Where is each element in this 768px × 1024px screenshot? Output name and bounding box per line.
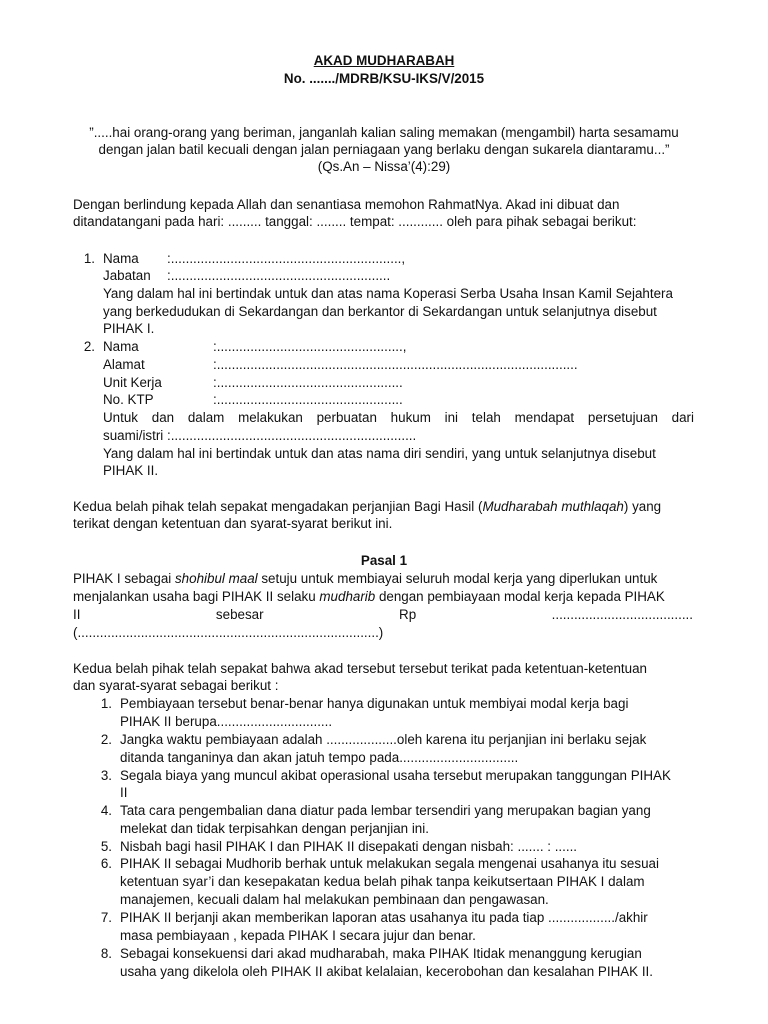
term-2-number: 2.	[100, 732, 112, 747]
party-2-consent-2: suami/istri :..................................................................	[103, 428, 417, 443]
term-8-line-2: usaha yang dikelola oleh PIHAK II akibat kelalaian, kecerobohan dan kesalahan PIHAK II.	[120, 964, 653, 979]
party-1-desc-2: yang berkedudukan di Sekardangan dan berkantor di Sekardangan untuk selanjutnya disebut	[103, 304, 657, 319]
party-2-ktp-value: :..................................................	[213, 392, 403, 407]
term-8-number: 8.	[100, 946, 112, 961]
pasal-1-l1-italic: shohibul maal	[174, 571, 258, 586]
term-2-text-1: Jangka waktu pembiayaan adalah ...................oleh karena itu perjanjian ini berlaku sejak	[120, 732, 647, 747]
term-7-line-2: masa pembiayaan , kepada PIHAK I secara jujur dan benar.	[120, 928, 476, 943]
quote-line-1: ”.....hai orang-orang yang beriman, janganlah kalian saling memakan (mengambil) harta sesamamu	[89, 125, 679, 140]
intro-line-1: Dengan berlindung kepada Allah dan senantiasa memohon RahmatNya. Akad ini dibuat dan	[73, 197, 620, 212]
pasal-1-l1c: setuju untuk membiayai seluruh modal kerja yang diperlukan untuk	[257, 571, 658, 586]
pasal-1-l3-word-1: II	[73, 607, 81, 622]
party-2-nama-label: Nama	[103, 339, 139, 354]
party-1-jabatan-row	[103, 267, 390, 284]
term-1-line-1	[96, 695, 628, 712]
pasal-1-line-3	[73, 606, 693, 623]
party-1-jabatan-label: Jabatan	[103, 268, 151, 283]
party-2-nama-row	[73, 338, 406, 355]
term-5-line-1	[96, 838, 577, 855]
party-2-unit-row	[103, 374, 403, 391]
pasal-1-title: Pasal 1	[360, 553, 408, 568]
party-1-nama-value: :..............................................................,	[167, 251, 406, 266]
party-2-desc-2: PIHAK II.	[103, 463, 159, 478]
pasal-1-l2c: dengan pembiayaan modal kerja kepada PIHAK	[375, 589, 665, 604]
term-7-text-1: PIHAK II berjanji akan memberikan laporan atas usahanya itu pada tiap ................../akhir	[120, 910, 648, 925]
term-3-text-1: Segala biaya yang muncul akibat operasional usaha tersebut merupakan tanggungan PIHAK	[120, 768, 671, 783]
party-2-ktp-row	[103, 391, 403, 408]
term-6-line-1	[96, 855, 659, 872]
term-6-line-2: ketentuan syar’i dan kesepakatan kedua belah pihak tanpa keikutsertaan PIHAK I dalam	[120, 874, 645, 889]
party-1-number: 1.	[83, 251, 95, 266]
terms-intro-1: Kedua belah pihak telah sepakat bahwa akad tersebut tersebut terikat pada ketentuan-ketentuan	[73, 661, 647, 676]
agreement-line-2: terikat dengan ketentuan dan syarat-syarat berikut ini.	[73, 516, 393, 531]
agreement-line-1	[73, 498, 661, 515]
term-6-number: 6.	[100, 856, 112, 871]
pasal-1-line-4: (.................................................................................)	[73, 625, 384, 640]
term-6-text-1: PIHAK II sebagai Mudhorib berhak untuk melakukan segala mengenai usahanya itu sesuai	[120, 856, 659, 871]
party-2-ktp-label: No. KTP	[103, 392, 154, 407]
term-4-number: 4.	[100, 803, 112, 818]
agreement-italic-term: Mudharabah muthlaqah	[482, 499, 624, 514]
term-3-line-1	[96, 767, 671, 784]
pasal-1-l2a: menjalankan usaha bagi PIHAK II selaku	[73, 589, 320, 604]
term-3-line-2: II	[120, 785, 128, 800]
pasal-1-l3-word-2: sebesar	[215, 607, 264, 622]
term-6-line-3: manajemen, kecuali dalam hal melakukan pembinaan dan pengawasan.	[120, 892, 549, 907]
pasal-1-l3-word-3: Rp	[399, 607, 417, 622]
document-title: AKAD MUDHARABAH	[313, 53, 455, 68]
term-2-line-1	[96, 731, 646, 748]
term-8-text-1: Sebagai konsekuensi dari akad mudharabah, maka PIHAK Itidak menanggung kerugian	[120, 946, 642, 961]
pasal-1-line-2	[73, 588, 665, 605]
term-1-text-1: Pembiayaan tersebut benar-benar hanya digunakan untuk membiyai modal kerja bagi	[120, 696, 629, 711]
agreement-text-c: ) yang	[623, 499, 662, 514]
party-1-desc-3: PIHAK I.	[103, 321, 155, 336]
agreement-text-a: Kedua belah pihak telah sepakat mengadakan perjanjian Bagi Hasil (	[73, 499, 483, 514]
party-2-unit-value: :..................................................	[213, 375, 403, 390]
pasal-1-l2-italic: mudharib	[319, 589, 376, 604]
party-2-nama-value: :..................................................,	[213, 339, 407, 354]
term-5-number: 5.	[100, 839, 112, 854]
party-2-number: 2.	[83, 339, 95, 354]
pasal-1-line-1	[73, 570, 657, 587]
document-number: No. ......./MDRB/KSU-IKS/V/2015	[283, 71, 485, 86]
quote-source: (Qs.An – Nissa’(4):29)	[317, 159, 451, 174]
terms-intro-2: dan syarat-syarat sebagai berikut :	[73, 678, 279, 693]
term-1-line-2: PIHAK II berupa...............................	[120, 714, 333, 729]
quote-line-2: dengan jalan batil kecuali dengan jalan perniagaan yang berlaku dengan sukarela diantaramu...”	[98, 142, 670, 157]
party-2-alamat-label: Alamat	[103, 357, 145, 372]
party-2-unit-label: Unit Kerja	[103, 375, 162, 390]
term-7-number: 7.	[100, 910, 112, 925]
term-4-text-1: Tata cara pengembalian dana diatur pada lembar tersendiri yang merupakan bagian yang	[120, 803, 651, 818]
party-2-consent-1: Untuk dan dalam melakukan perbuatan hukum ini telah mendapat persetujuan dari	[103, 410, 694, 425]
party-1-nama-label: Nama	[103, 251, 139, 266]
term-1-number: 1.	[100, 696, 112, 711]
party-2-alamat-value: :.................................................................................................	[213, 357, 578, 372]
party-1-nama-row	[73, 250, 405, 267]
intro-line-2: ditandatangani pada hari: ......... tanggal: ........ tempat: ............ oleh para pihak sebagai berikut:	[73, 214, 637, 229]
term-8-line-1	[96, 945, 642, 962]
pasal-1-l3-word-4: ......................................	[551, 607, 693, 622]
party-1-jabatan-value: :...........................................................	[167, 268, 391, 283]
term-5-text-1: Nisbah bagi hasil PIHAK I dan PIHAK II disepakati dengan nisbah: ....... : ......	[120, 839, 578, 854]
term-4-line-2: melekat dan tidak terpisahkan dengan perjanjian ini.	[120, 821, 429, 836]
party-2-desc-1: Yang dalam hal ini bertindak untuk dan atas nama diri sendiri, yang untuk selanjutnya disebut	[103, 446, 656, 461]
party-2-alamat-row	[103, 356, 578, 373]
pasal-1-l1a: PIHAK I sebagai	[73, 571, 175, 586]
term-3-number: 3.	[100, 768, 112, 783]
term-4-line-1	[96, 802, 651, 819]
term-7-line-1	[96, 909, 648, 926]
term-2-line-2: ditanda tanganinya dan akan jatuh tempo pada................................	[120, 750, 519, 765]
party-1-desc-1: Yang dalam hal ini bertindak untuk dan atas nama Koperasi Serba Usaha Insan Kamil Sejahtera	[103, 286, 673, 301]
